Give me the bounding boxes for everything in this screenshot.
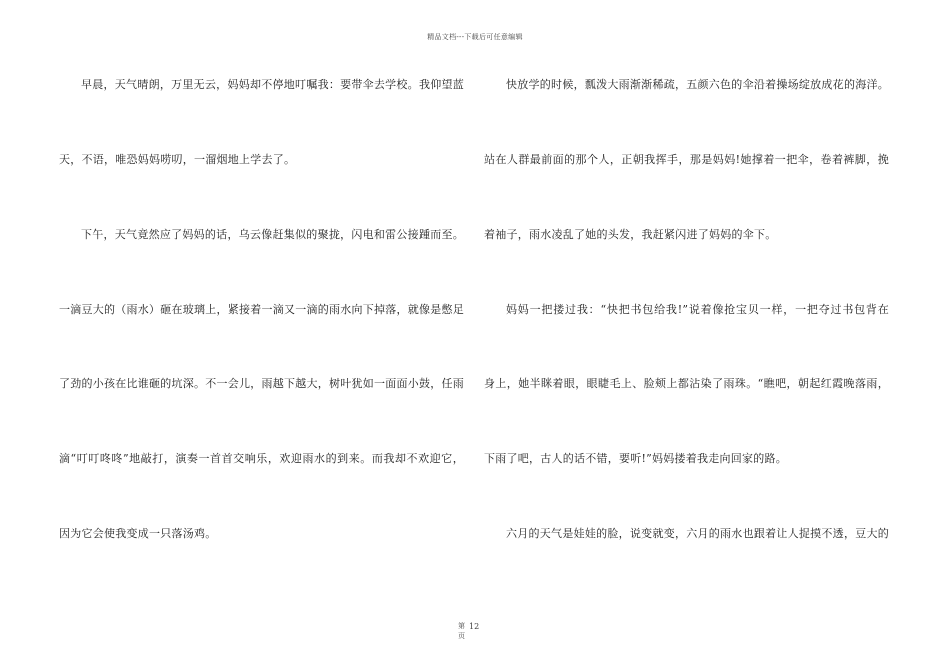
page-label-top: 第	[458, 622, 465, 630]
page-label-bottom: 页	[458, 632, 465, 640]
text-line: 因为它会使我变成一只落汤鸡。	[59, 527, 217, 540]
text-line: 着袖子，雨水凌乱了她的头发，我赶紧闪进了妈妈的伞下。	[484, 228, 777, 241]
text-line: 下午，天气竟然应了妈妈的话，乌云像赶集似的聚拢，闪电和雷公接踵而至。	[81, 228, 464, 241]
document-header: 精品文档---下载后可任意编辑	[427, 33, 523, 41]
text-line: 一滴豆大的（雨水）砸在玻璃上，紧接着一滴又一滴的雨水向下掉落，就像是憋足	[59, 303, 464, 316]
text-line: 妈妈一把搂过我：“快把书包给我!”说着像抢宝贝一样，一把夺过书包背在	[506, 303, 889, 316]
text-line: 天，不语，唯恐妈妈唠叨，一溜烟地上学去了。	[59, 153, 296, 166]
text-line: 滴“叮叮咚咚”地敲打，演奏一首首交响乐，欢迎雨水的到来。而我却不欢迎它，	[59, 452, 464, 465]
text-line: 下雨了吧，古人的话不错，要听!”妈妈搂着我走向回家的路。	[484, 452, 788, 465]
text-line: 六月的天气是娃娃的脸，说变就变，六月的雨水也跟着让人捉摸不透，豆大的	[506, 527, 889, 540]
text-line: 早晨，天气晴朗，万里无云，妈妈却不停地叮嘱我：要带伞去学校。我仰望蓝	[81, 78, 464, 91]
text-line: 站在人群最前面的那个人，正朝我挥手，那是妈妈!她撑着一把伞，卷着裤脚，挽	[484, 153, 889, 166]
text-line: 身上，她半眯着眼，眼睫毛上、脸颊上都沾染了雨珠。“瞧吧，朝起红霞晚落雨，	[484, 377, 889, 390]
text-line: 快放学的时候，瓢泼大雨渐渐稀疏，五颜六色的伞沿着操场绽放成花的海洋。	[506, 78, 889, 91]
text-line: 了劲的小孩在比谁砸的坑深。不一会儿，雨越下越大，树叶犹如一面面小鼓，任雨	[59, 377, 464, 390]
page-number: 12	[469, 622, 480, 631]
